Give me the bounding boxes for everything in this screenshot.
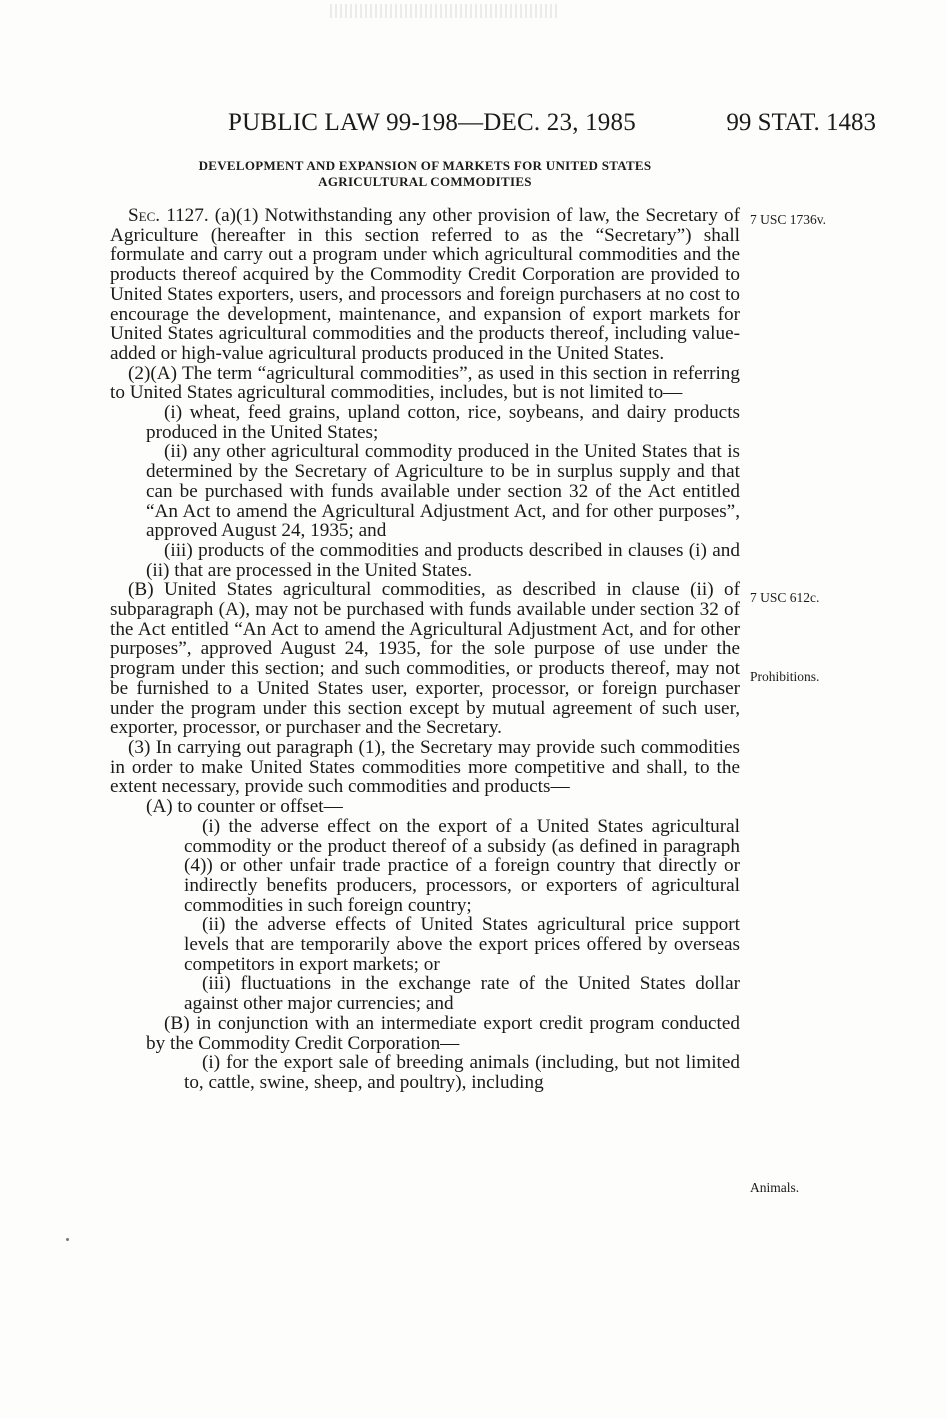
subparagraph-b: (B) in conjunction with an intermediate export credit program conducted by the Commodity Credit Corporation—: [146, 1012, 740, 1054]
section-heading-line-2: AGRICULTURAL COMMODITIES: [318, 174, 532, 189]
clause-i: (i) wheat, feed grains, upland cotton, rice, soybeans, and dairy products produced in the United States;: [146, 402, 740, 443]
document-body: [110, 206, 740, 1093]
paragraph-a1-text: 1127. (a)(1) Notwithstanding any other provision of law, the Secretary of Agriculture (hereafter in this section referred to as the “Secretary”) shall formulate and carry out a program under which agricultural commodities and the products thereof acquired by the Commodity Credit Corporation are provided to United States exporters, users, and processors and foreign purchasers at no cost to encourage the development, maintenance, and expansion of export markets for United States agricultural commodities and the products thereof, including value-added or high-value agricultural products produced in the United States.: [110, 205, 740, 364]
section-heading: [110, 158, 740, 190]
paragraph-2a: (2)(A) The term “agricultural commodities”, as used in this section in referring to United States agricultural commodities, includes, but is not limited to—: [110, 362, 740, 404]
header-stat-page: 99 STAT. 1483: [726, 109, 876, 136]
clause-a-ii: (ii) the adverse effects of United States agricultural price support levels that are temporarily above the export prices offered by overseas competitors in export markets; or: [184, 914, 740, 975]
clause-ii: (ii) any other agricultural commodity produced in the United States that is determined by the Secretary of Agriculture to be in surplus supply and that can be purchased with funds available under section 32 of the Act entitled “An Act to amend the Agricultural Adjustment Act, and for other purposes”, approved August 24, 1935; and: [146, 441, 740, 542]
scan-noise: [330, 4, 560, 18]
page-header: [110, 109, 876, 149]
scan-speck: [66, 1238, 69, 1241]
clause-iii: (iii) products of the commodities and products described in clauses (i) and (ii) that are processed in the United States.: [146, 539, 740, 581]
header-title: PUBLIC LAW 99-198—DEC. 23, 1985: [228, 109, 636, 136]
margin-note-usc-1736v: 7 USC 1736v.: [750, 212, 827, 227]
sec-label: Sec.: [128, 205, 161, 226]
margin-note-prohibitions: Prohibitions.: [750, 669, 820, 684]
subparagraph-a: (A) to counter or offset—: [146, 796, 343, 818]
margin-note-animals: Animals.: [750, 1180, 800, 1195]
clause-a-i: (i) the adverse effect on the export of a United States agricultural commodity or the product thereof of a subsidy (as defined in paragraph (4)) or other unfair trade practice of a foreign country that directly or indirectly benefits producers, processors, or exporters of agricultural commodities in such foreign country;: [184, 815, 740, 916]
paragraph-3: (3) In carrying out paragraph (1), the Secretary may provide such commodities in order to make United States commodities more competitive and shall, to the extent necessary, provide such commodities and products—: [110, 736, 740, 798]
paragraph-2b: (B) United States agricultural commodities, as described in clause (ii) of subparagraph (A), may not be purchased with funds available under section 32 of the Act entitled “An Act to amend the Agricultural Adjustment Act, and for other purposes”, approved August 24, 1935, for the sole purpose of use under the program under this section; and such commodities, or products thereof, may not be furnished to a United States user, exporter, processor, or foreign purchaser under the program under this section except by mutual agreement of such user, exporter, processor, or purchaser and the Secretary.: [110, 579, 740, 739]
section-heading-line-1: DEVELOPMENT AND EXPANSION OF MARKETS FOR UNITED STATES: [198, 158, 652, 173]
clause-a-iii: (iii) fluctuations in the exchange rate of the United States dollar against other major currencies; and: [184, 973, 740, 1015]
margin-note-usc-612c: 7 USC 612c.: [750, 590, 820, 605]
clause-b-i: (i) for the export sale of breeding animals (including, but not limited to, cattle, swine, sheep, and poultry), including: [184, 1052, 740, 1093]
paragraph-a1: [110, 206, 740, 364]
